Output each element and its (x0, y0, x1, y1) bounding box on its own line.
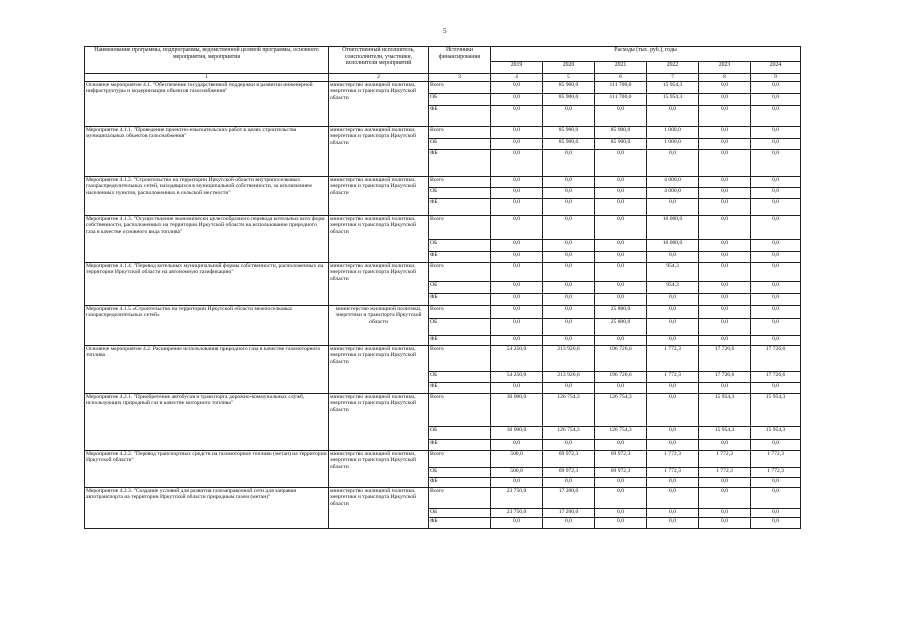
expense-value: 0,0 (543, 336, 595, 346)
expense-value: 0,0 (543, 282, 595, 294)
table-row (85, 346, 801, 372)
expense-value: 25 800,0 (595, 306, 647, 319)
expense-value: 23 750,0 (491, 509, 543, 518)
expense-value: 213 926,6 (543, 372, 595, 383)
expense-value: 0,0 (543, 306, 595, 319)
executor: министерство жилищной политики, энергетики и транспорта Иркутской области (329, 177, 429, 216)
funding-source-total: Всего (429, 306, 491, 319)
expense-value: 17 200,0 (543, 509, 595, 518)
expense-value: 30 000,0 (491, 427, 543, 440)
expense-value: 1 772,3 (647, 372, 699, 383)
expense-value: 25 800,0 (595, 319, 647, 336)
expense-value: 0,0 (491, 82, 543, 94)
header-year: 2021 (595, 62, 647, 74)
expense-value: 1 772,3 (647, 451, 699, 468)
header-year: 2019 (491, 62, 543, 74)
program-name: Мероприятие 4.2.2. "Перевод транспортных средств на газомоторное топливо (метан) на территории Иркутской области" (85, 451, 329, 488)
expense-value: 0,0 (751, 127, 801, 139)
expense-value: 0,0 (699, 478, 751, 488)
expense-value: 54 250,0 (491, 372, 543, 383)
expense-value: 0,0 (543, 383, 595, 394)
expense-value: 954,3 (647, 282, 699, 294)
expense-value: 0,0 (543, 518, 595, 529)
expense-value: 1 772,3 (647, 346, 699, 372)
column-number: 5 (543, 74, 595, 82)
expense-value: 0,0 (751, 336, 801, 346)
expense-value: 0,0 (543, 240, 595, 252)
funding-source-total: Всего (429, 216, 491, 240)
expense-value: 111 700,0 (595, 82, 647, 94)
expense-value: 15 954,3 (647, 94, 699, 106)
expense-value: 0,0 (699, 263, 751, 282)
table-row (85, 488, 801, 509)
expense-value: 15 954,3 (751, 394, 801, 427)
column-number: 9 (751, 74, 801, 82)
expense-value: 126 754,3 (595, 427, 647, 440)
header-year: 2020 (543, 62, 595, 74)
expense-value: 0,0 (491, 94, 543, 106)
expense-value: 0,0 (595, 383, 647, 394)
expense-value: 0,0 (699, 383, 751, 394)
expense-value: 0,0 (751, 199, 801, 216)
expense-value: 0,0 (647, 394, 699, 427)
expense-value: 0,0 (647, 383, 699, 394)
expense-value: 0,0 (491, 263, 543, 282)
funding-source-ob: ОБ (429, 240, 491, 252)
expense-value: 0,0 (751, 188, 801, 199)
executor: министерство жилищной политики, энергетики и транспорта Иркутской области (329, 346, 429, 394)
table-row (85, 394, 801, 427)
expense-value: 0,0 (699, 139, 751, 150)
expense-value: 0,0 (595, 488, 647, 509)
expense-value: 0,0 (491, 440, 543, 451)
expense-value: 0,0 (491, 106, 543, 127)
expense-value: 0,0 (751, 518, 801, 529)
expense-value: 0,0 (595, 336, 647, 346)
executor: министерство жилищной политики, энергетики и транспорта Иркутской области (329, 451, 429, 488)
expense-value: 0,0 (751, 488, 801, 509)
program-name: Мероприятие 4.1.2. "Строительство на территории Иркутской области внутрипоселковых газораспределительных сетей, находящихся в муниципальной собственности, за исключением населенных пунктов, расположенных в сельской местности" (85, 177, 329, 216)
expense-value: 85 900,0 (543, 82, 595, 94)
expense-value: 0,0 (647, 319, 699, 336)
table-row (85, 263, 801, 282)
expense-value: 0,0 (595, 294, 647, 306)
expense-value: 0,0 (595, 252, 647, 263)
expense-value: 23 750,0 (491, 488, 543, 509)
executor: министерство жилищной политики, энергетики и транспорта Иркутской области (329, 488, 429, 529)
expense-value: 10 000,0 (647, 240, 699, 252)
executor: министерство жилищной политики, энергетики и транспорта Иркутской области (329, 216, 429, 263)
program-name: Основное мероприятие 4.2. Расширение использования природного газа в качестве газомоторного топлива (85, 346, 329, 394)
expense-value: 0,0 (699, 518, 751, 529)
expense-value: 0,0 (543, 263, 595, 282)
executor: министерство жилищной политики, энергетики и транспорта Иркутской области (329, 394, 429, 451)
expense-value: 0,0 (491, 177, 543, 188)
expense-value: 0,0 (595, 216, 647, 240)
expense-value: 17 200,0 (543, 488, 595, 509)
expense-value: 0,0 (595, 509, 647, 518)
expense-value: 0,0 (491, 150, 543, 177)
table-row (85, 82, 801, 94)
executor: министерство жилищной политики, энергетики и транспорта Иркутской области (329, 263, 429, 306)
header-source: Источники финансирования (429, 47, 491, 74)
expense-value: 0,0 (751, 440, 801, 451)
funding-source-total: Всего (429, 346, 491, 372)
expense-value: 0,0 (699, 199, 751, 216)
expense-value: 10 000,0 (647, 216, 699, 240)
column-number: 4 (491, 74, 543, 82)
expense-value: 0,0 (751, 139, 801, 150)
expense-value: 0,0 (751, 240, 801, 252)
expense-value: 0,0 (699, 252, 751, 263)
expense-value: 1 772,3 (751, 451, 801, 468)
expense-value: 0,0 (647, 478, 699, 488)
expense-value: 0,0 (647, 252, 699, 263)
expense-value: 85 900,0 (543, 94, 595, 106)
column-number: 3 (429, 74, 491, 82)
expenses-table (84, 46, 801, 529)
expense-value: 0,0 (751, 294, 801, 306)
expense-value: 0,0 (699, 440, 751, 451)
funding-source-ob: ОБ (429, 427, 491, 440)
funding-source-total: Всего (429, 394, 491, 427)
expense-value: 0,0 (647, 106, 699, 127)
expense-value: 0,0 (699, 509, 751, 518)
table-row (85, 127, 801, 139)
funding-source-fb: ФБ (429, 336, 491, 346)
expense-value: 0,0 (751, 216, 801, 240)
header-program: Наименование программы, подпрограммы, ведомственной целевой программы, основного мероприятия, мероприятия (85, 47, 329, 74)
table-row (85, 216, 801, 240)
expense-value: 0,0 (595, 518, 647, 529)
expense-value: 0,0 (491, 188, 543, 199)
funding-source-fb: ФБ (429, 383, 491, 394)
expense-value: 69 972,3 (595, 451, 647, 468)
expense-value: 0,0 (595, 106, 647, 127)
expense-value: 30 000,0 (491, 394, 543, 427)
funding-source-fb: ФБ (429, 440, 491, 451)
expense-value: 0,0 (543, 188, 595, 199)
expense-value: 0,0 (699, 319, 751, 336)
funding-source-ob: ОБ (429, 468, 491, 478)
expense-value: 0,0 (491, 216, 543, 240)
expense-value: 4 000,0 (647, 177, 699, 188)
expense-value: 0,0 (647, 150, 699, 177)
funding-source-fb: ФБ (429, 294, 491, 306)
expense-value: 0,0 (751, 478, 801, 488)
expense-value: 0,0 (595, 263, 647, 282)
header-year: 2022 (647, 62, 699, 74)
expense-value: 0,0 (647, 306, 699, 319)
expense-value: 17 726,6 (751, 346, 801, 372)
funding-source-fb: ФБ (429, 518, 491, 529)
program-name: Мероприятие 4.2.1. "Приобретение автобусов и транспорта дорожно-коммунальных служб, использующих природный газ в качестве моторного топлива" (85, 394, 329, 451)
expense-value: 0,0 (491, 518, 543, 529)
funding-source-total: Всего (429, 127, 491, 139)
expense-value: 0,0 (699, 188, 751, 199)
expense-value: 0,0 (543, 252, 595, 263)
expense-value: 0,0 (595, 282, 647, 294)
expense-value: 0,0 (751, 509, 801, 518)
expense-value: 1 772,3 (647, 468, 699, 478)
expense-value: 0,0 (491, 306, 543, 319)
expense-value: 0,0 (491, 282, 543, 294)
expense-value: 69 972,3 (543, 451, 595, 468)
expense-value: 0,0 (699, 177, 751, 188)
expense-value: 0,0 (699, 216, 751, 240)
funding-source-ob: ОБ (429, 139, 491, 150)
expense-value: 126 754,3 (595, 394, 647, 427)
funding-source-fb: ФБ (429, 106, 491, 127)
expense-value: 0,0 (491, 383, 543, 394)
expense-value: 0,0 (595, 240, 647, 252)
expense-value: 0,0 (751, 282, 801, 294)
program-name: Мероприятие 4.1.5 «Строительство на территории Иркутской области межпоселковых газораспределительных сетей» (85, 306, 329, 346)
expense-value: 0,0 (751, 319, 801, 336)
funding-source-total: Всего (429, 82, 491, 94)
column-number: 7 (647, 74, 699, 82)
expense-value: 85 900,0 (595, 139, 647, 150)
expense-value: 0,0 (543, 106, 595, 127)
expense-value: 0,0 (491, 478, 543, 488)
expense-value: 0,0 (751, 263, 801, 282)
expense-value: 196 726,6 (595, 346, 647, 372)
funding-source-fb: ФБ (429, 199, 491, 216)
table-row (85, 177, 801, 188)
expense-value: 500,0 (491, 451, 543, 468)
expense-value: 0,0 (543, 478, 595, 488)
expense-value: 0,0 (595, 478, 647, 488)
expense-value: 0,0 (491, 319, 543, 336)
expense-value: 0,0 (491, 199, 543, 216)
funding-source-ob: ОБ (429, 372, 491, 383)
expense-value: 1 772,3 (699, 468, 751, 478)
expense-value: 0,0 (699, 82, 751, 94)
header-executor: Ответственный исполнитель, соисполнители, участники, исполнители мероприятий (329, 47, 429, 74)
expense-value: 1 772,3 (751, 468, 801, 478)
expense-value: 0,0 (647, 199, 699, 216)
expense-value: 0,0 (751, 82, 801, 94)
program-name: Мероприятие 4.1.3. "Осуществление экономически целесообразного перевода котельных всех форм собственности, расположенных на территории Иркутской области на использование природного газа в качестве основного вида топлива" (85, 216, 329, 263)
expense-value: 0,0 (595, 199, 647, 216)
funding-source-total: Всего (429, 451, 491, 468)
expense-value: 0,0 (543, 216, 595, 240)
expense-value: 15 954,3 (751, 427, 801, 440)
expense-value: 69 972,3 (543, 468, 595, 478)
expense-value: 4 000,0 (647, 188, 699, 199)
expense-value: 15 954,3 (647, 82, 699, 94)
funding-source-ob: ОБ (429, 282, 491, 294)
funding-source-total: Всего (429, 488, 491, 509)
expense-value: 0,0 (699, 150, 751, 177)
expense-value: 0,0 (699, 336, 751, 346)
funding-source-total: Всего (429, 177, 491, 188)
expense-value: 0,0 (751, 306, 801, 319)
expense-value: 0,0 (699, 282, 751, 294)
expense-value: 0,0 (647, 427, 699, 440)
expense-value: 0,0 (699, 106, 751, 127)
expense-value: 0,0 (595, 177, 647, 188)
expense-value: 85 900,0 (543, 139, 595, 150)
funding-source-ob: ОБ (429, 188, 491, 199)
expense-value: 0,0 (595, 440, 647, 451)
expense-value: 0,0 (543, 177, 595, 188)
funding-source-fb: ФБ (429, 252, 491, 263)
table-row (85, 451, 801, 468)
table-row (85, 306, 801, 319)
expense-value: 0,0 (491, 252, 543, 263)
program-name: Мероприятие 4.2.3. "Создание условий для развития газозаправочной сети для заправки автотранспорта на территории Иркутской области природным газом (метан)" (85, 488, 329, 529)
expense-value: 0,0 (751, 150, 801, 177)
header-expenses: Расходы (тыс. руб.), годы (491, 47, 801, 62)
expense-value: 500,0 (491, 468, 543, 478)
funding-source-ob: ОБ (429, 319, 491, 336)
expense-value: 17 726,6 (699, 346, 751, 372)
expense-value: 17 726,6 (751, 372, 801, 383)
executor: министерство жилищной политики, энергетики и транспорта Иркутской области (329, 82, 429, 127)
header-year: 2023 (699, 62, 751, 74)
program-name: Мероприятие 4.1.4. "Перевод котельных муниципальной формы собственности, расположенных на территории Иркутской области на автономную газификацию" (85, 263, 329, 306)
expense-value: 0,0 (751, 177, 801, 188)
expense-value: 0,0 (699, 306, 751, 319)
funding-source-ob: ОБ (429, 94, 491, 106)
expense-value: 0,0 (751, 383, 801, 394)
expense-value: 1 000,0 (647, 139, 699, 150)
column-number: 1 (85, 74, 329, 82)
expense-value: 0,0 (543, 319, 595, 336)
program-name: Основное мероприятие 4.1. "Обеспечение государственной поддержки в развитии инженерной инфраструктуры и модернизации объектов газоснабжения" (85, 82, 329, 127)
expense-value: 0,0 (699, 294, 751, 306)
expense-value: 0,0 (543, 294, 595, 306)
expense-value: 954,3 (647, 263, 699, 282)
expense-value: 17 726,6 (699, 372, 751, 383)
expense-value: 0,0 (647, 294, 699, 306)
expense-value: 15 954,3 (699, 394, 751, 427)
expense-value: 0,0 (543, 150, 595, 177)
expense-value: 1 000,0 (647, 127, 699, 139)
executor: министерство жилищной политики, энергетики и транспорта Иркутской области (329, 127, 429, 177)
expense-value: 0,0 (699, 240, 751, 252)
expense-value: 0,0 (751, 252, 801, 263)
header-year: 2024 (751, 62, 801, 74)
column-number: 2 (329, 74, 429, 82)
expense-value: 126 754,3 (543, 394, 595, 427)
funding-source-total: Всего (429, 263, 491, 282)
column-number: 6 (595, 74, 647, 82)
expense-value: 0,0 (647, 488, 699, 509)
expense-value: 0,0 (647, 518, 699, 529)
expense-value: 0,0 (699, 488, 751, 509)
expense-value: 0,0 (595, 188, 647, 199)
expense-value: 126 754,3 (543, 427, 595, 440)
expense-value: 0,0 (491, 336, 543, 346)
expense-value: 15 954,3 (699, 427, 751, 440)
expense-value: 0,0 (595, 150, 647, 177)
expense-value: 0,0 (491, 139, 543, 150)
expense-value: 0,0 (751, 106, 801, 127)
expense-value: 0,0 (491, 294, 543, 306)
funding-source-fb: ФБ (429, 478, 491, 488)
expense-value: 0,0 (751, 94, 801, 106)
expense-value: 1 772,3 (699, 451, 751, 468)
funding-source-fb: ФБ (429, 150, 491, 177)
funding-source-ob: ОБ (429, 509, 491, 518)
expense-value: 111 700,0 (595, 94, 647, 106)
expense-value: 213 926,6 (543, 346, 595, 372)
expense-value: 0,0 (543, 440, 595, 451)
expense-value: 0,0 (699, 127, 751, 139)
expense-value: 0,0 (543, 199, 595, 216)
expense-value: 85 900,0 (543, 127, 595, 139)
expense-value: 0,0 (491, 240, 543, 252)
page-number: 5 (443, 27, 447, 35)
expense-value: 54 250,0 (491, 346, 543, 372)
program-name: Мероприятие 4.1.1. "Проведение проектно-изыскательских работ в целях строительства муниципальных объектов газоснабжения" (85, 127, 329, 177)
expense-value: 196 726,6 (595, 372, 647, 383)
expense-value: 85 900,0 (595, 127, 647, 139)
expense-value: 0,0 (491, 127, 543, 139)
executor: министерство жилищной политики, энергетики и транспорта Иркутской области (329, 306, 429, 346)
expense-value: 0,0 (647, 336, 699, 346)
expense-value: 69 972,3 (595, 468, 647, 478)
expense-value: 0,0 (647, 509, 699, 518)
expense-value: 0,0 (699, 94, 751, 106)
expense-value: 0,0 (647, 440, 699, 451)
column-number: 8 (699, 74, 751, 82)
